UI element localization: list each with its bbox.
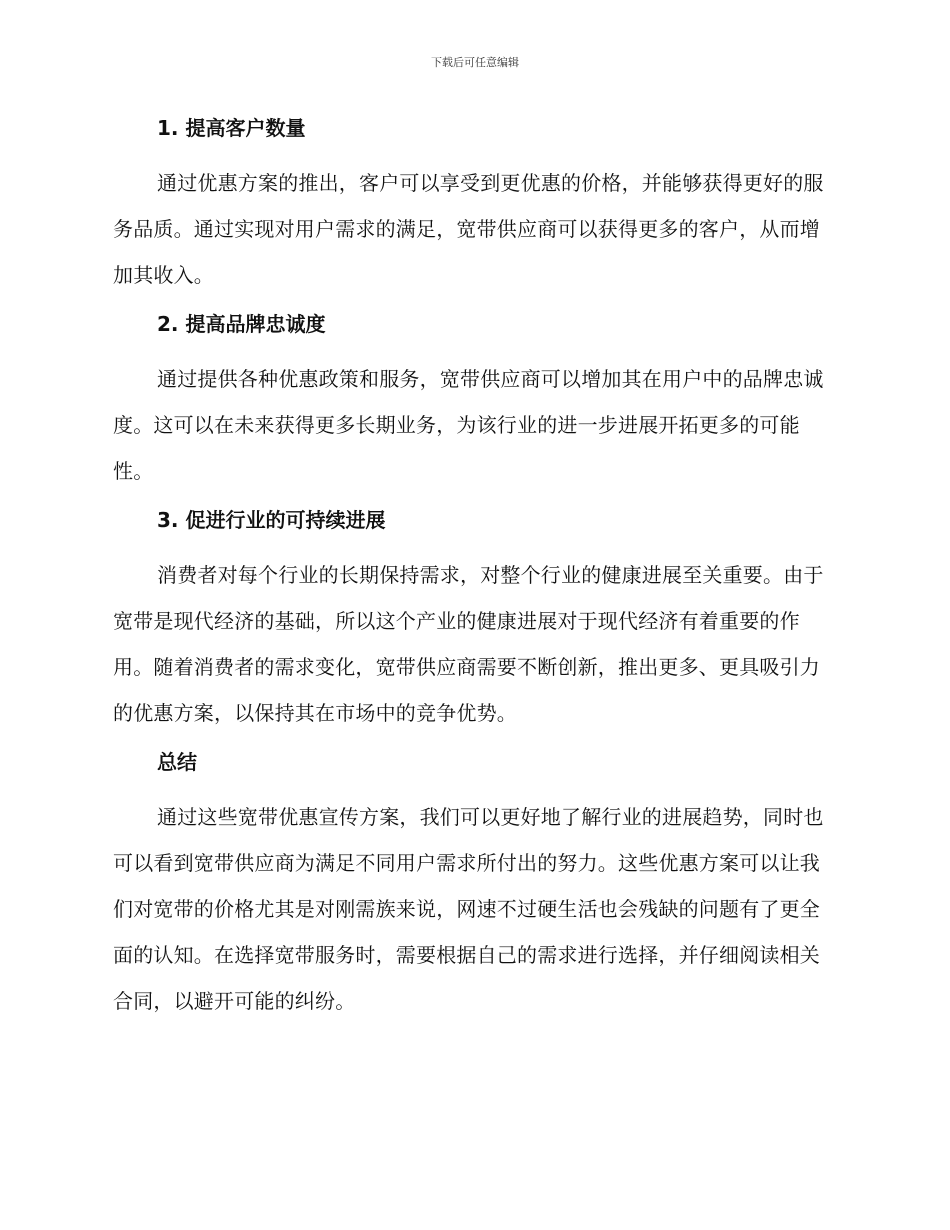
summary-paragraph: 通过这些宽带优惠宣传方案，我们可以更好地了解行业的进展趋势，同时也可以看到宽带供应商为满足不同用户需求所付出的努力。这些优惠方案可以让我们对宽带的价格尤其是对刚需族来说，网速不过硬生活也会残缺的问题有了更全面的认知。在选择宽带服务时，需要根据自己的需求进行选择，并仔细阅读相关合同，以避开可能的纠纷。: [113, 805, 824, 1013]
page-header: 下载后可任意编辑: [431, 56, 519, 69]
section-paragraph-2: 通过提供各种优惠政策和服务，宽带供应商可以增加其在用户中的品牌忠诚度。这可以在未来获得更多长期业务，为该行业的进一步进展开拓更多的可能性。: [113, 367, 824, 483]
document-body: [113, 112, 833, 1034]
section-paragraph-1: 通过优惠方案的推出，客户可以享受到更优惠的价格，并能够获得更好的服务品质。通过实现对用户需求的满足，宽带供应商可以获得更多的客户，从而增加其收入。: [113, 171, 824, 287]
section-heading-1: 1. 提高客户数量: [157, 116, 306, 140]
section-heading-2: 2. 提高品牌忠诚度: [157, 312, 326, 336]
section-paragraph-3: 消费者对每个行业的长期保持需求，对整个行业的健康进展至关重要。由于宽带是现代经济的基础，所以这个产业的健康进展对于现代经济有着重要的作用。随着消费者的需求变化，宽带供应商需要不断创新，推出更多、更具吸引力的优惠方案，以保持其在市场中的竞争优势。: [113, 563, 824, 725]
summary-heading: 总结: [157, 750, 197, 774]
section-heading-3: 3. 促进行业的可持续进展: [157, 508, 386, 532]
